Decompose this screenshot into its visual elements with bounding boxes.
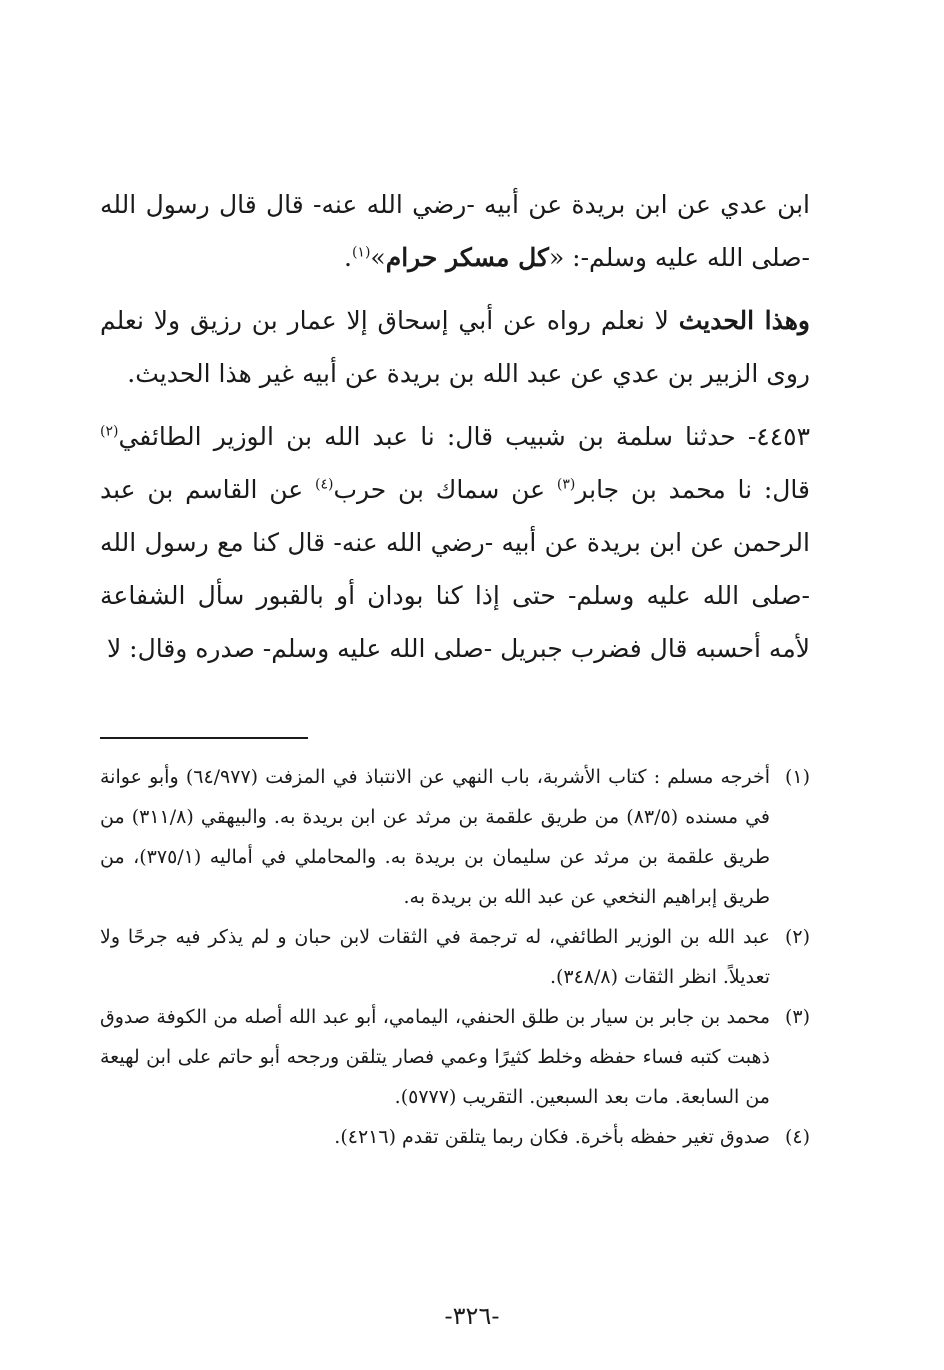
p3-d: عن القاسم بن عبد الرحمن عن ابن بريدة عن أبيه -رضي الله عنه- قال كنا مع رسول الله -صلى الله عليه وسلم- حتى إذا كنا بودان أو بالقبور سأل الشفاعة لأمه أحسبه قال فضرب جبريل -صلى الله عليه وسلم- صدره وقال: لا [100,475,810,663]
p1-end: . [344,243,352,272]
footnote-3 [100,997,810,1117]
paragraph-2 [100,294,810,400]
footnote-2 [100,917,810,997]
footnote-4 [100,1117,810,1157]
hadith-label: وهذا الحديث [678,306,810,335]
p3-c: عن سماك بن حرب [333,475,557,504]
footnote-ref-4: (٤) [314,476,334,493]
footnote-number: (٢) [784,926,810,948]
footnote-text: صدوق تغير حفظه بأخرة. فكان ربما يتلقن تقدم (٤٢١٦). [334,1126,770,1148]
footnote-text: أخرجه مسلم : كتاب الأشربة، باب النهي عن الانتباذ في المزفت (٦٤/٩٧٧) وأبو عوانة في مسنده (٨٣/٥) من طريق علقمة بن مرثد عن ابن بريدة به. والبيهقي (٣١١/٨) من طريق علقمة بن مرثد عن سليمان بن بريدة به. والمحاملي في أماليه (٣٧٥/١)، من طريق إبراهيم النخعي عن عبد الله بن بريدة به. [100,766,771,908]
page-number: -٣٢٦- [444,1302,500,1330]
p1-line1: ابن عدي عن ابن بريدة عن أبيه -رضي الله عنه- قال قال رسول [145,190,811,219]
p2-text: لا نعلم رواه عن أبي إسحاق إلا عمار بن رزيق ولا نعلم روى الزبير بن عدي عن عبد الله بن بريدة عن أبيه غير هذا الحديث. [100,306,810,388]
paragraph-1 [100,178,810,284]
footnote-text: عبد الله بن الوزير الطائفي، له ترجمة في الثقات لابن حبان و لم يذكر فيه جرحًا ولا تعديلاً. انظر الثقات (٣٤٨/٨). [100,926,770,988]
paragraph-3 [100,410,810,675]
p3-a: ٤٤٥٣- حدثنا سلمة بن شبيب قال: نا عبد الله بن الوزير الطائفي [118,422,810,451]
footnote-text: محمد بن جابر بن سيار بن طلق الحنفي، اليمامي، أبو عبد الله أصله من الكوفة صدوق ذهبت كتبه فساء حفظه وخلط كثيرًا وعمي فصار يتلقن ورجحه أبو حاتم على ابن لهيعة من السابعة. مات بعد السبعين. التقريب (٥٧٧٧). [100,1006,770,1108]
p1-line2: الله -صلى الله عليه وسلم-: « [100,190,810,272]
footnotes [100,757,810,1157]
quote-close: » [370,243,386,272]
footnote-1 [100,757,810,917]
footnote-divider [100,737,308,739]
footnote-ref-1: (١) [351,244,371,261]
footnote-ref-2: (٢) [100,423,119,440]
footnote-number: (٤) [784,1126,810,1148]
footnote-number: (٣) [784,1006,810,1028]
main-text [100,178,810,675]
footnote-number: (١) [784,766,810,788]
hadith-quote: كل مسكر حرام [385,243,549,272]
p3-b: قال: نا محمد بن جابر [575,475,810,504]
footnote-ref-3: (٣) [556,476,576,493]
